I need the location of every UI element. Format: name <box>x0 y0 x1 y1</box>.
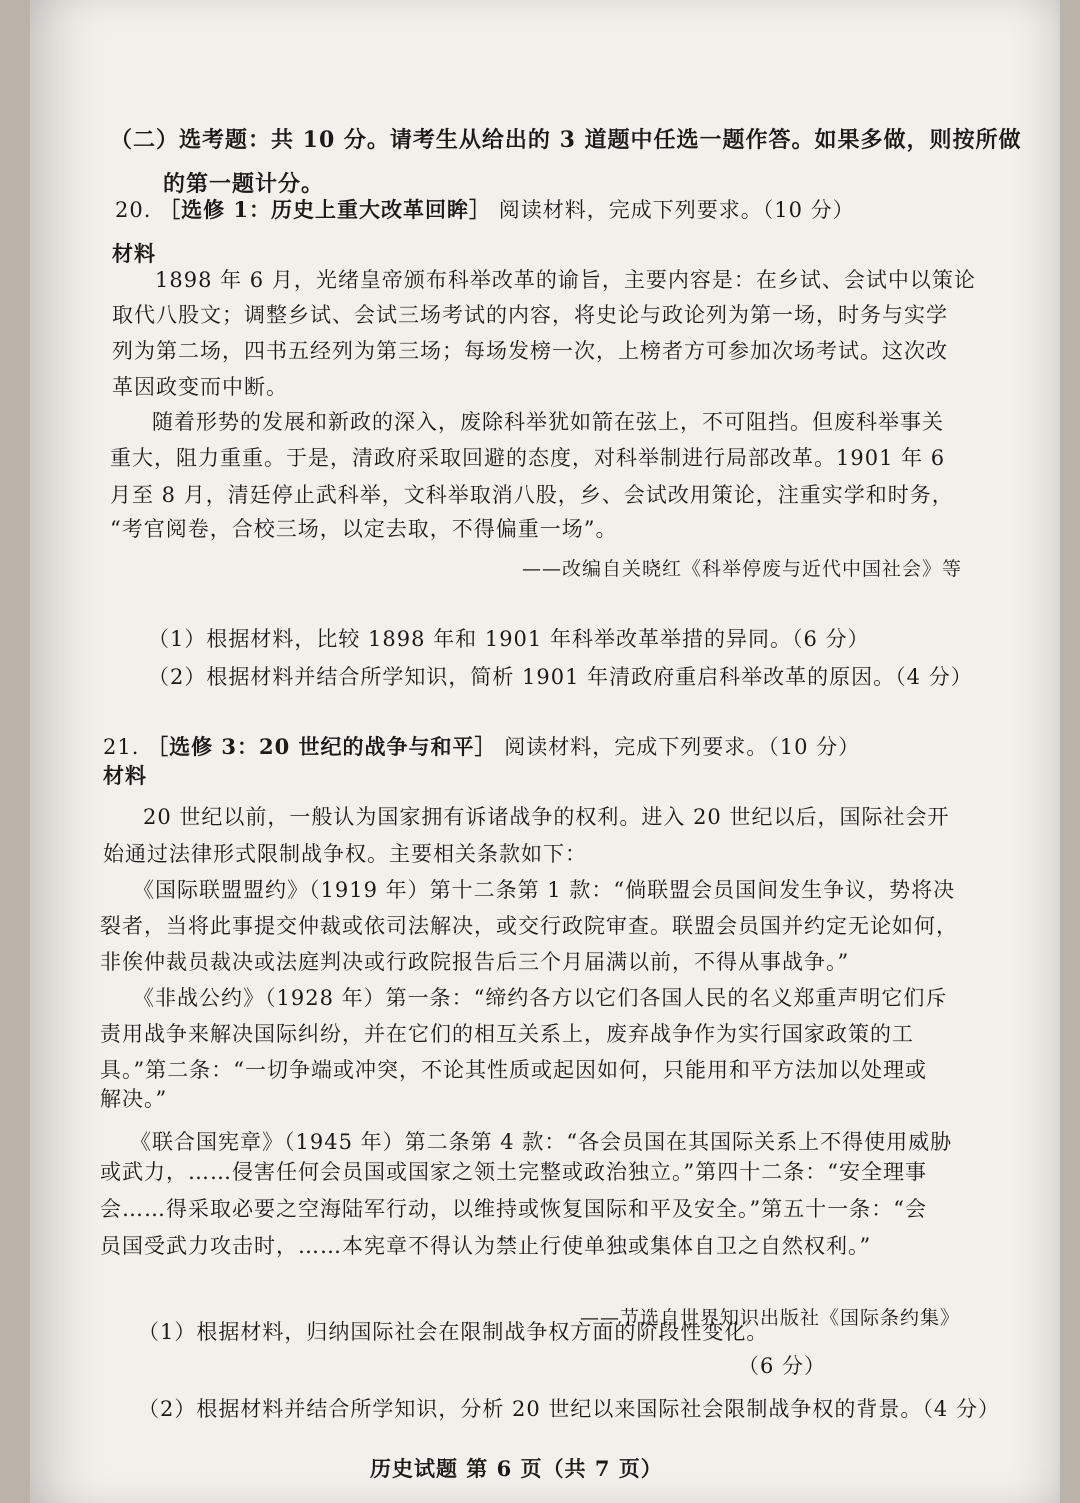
q21-line: 解决。” <box>100 1087 168 1111</box>
q20-line: “考官阅卷，合校三场，以定去取，不得偏重一场”。 <box>110 517 618 541</box>
section-intro-line1: （二）选考题：共 10 分。请考生从给出的 3 道题中任选一题作答。如果多做，则按所做 <box>110 127 1022 153</box>
q21-line: 会……得采取必要之空海陆军行动，以维持或恢复国际和平及安全。”第五十一条：“会 <box>100 1197 927 1221</box>
q20-title <box>115 196 855 224</box>
q21-line: 始通过法律形式限制战争权。主要相关条款如下： <box>103 842 587 866</box>
q20-instruction: 阅读材料，完成下列要求。（10 分） <box>498 198 855 222</box>
q20-line: 列为第二场，四书五经列为第三场；每场发榜一次，上榜者方可参加次场考试。这次改 <box>112 339 948 363</box>
q21-line: 《联合国宪章》（1945 年）第二条第 4 款：“各会员国在其国际关系上不得使用威胁 <box>130 1130 953 1154</box>
q21-line: 或武力，……侵害任何会员国或国家之领土完整或政治独立。”第四十二条：“安全理事 <box>100 1160 927 1184</box>
q21-source: ——节选自世界知识出版社《国际条约集》 <box>580 1307 961 1329</box>
q21-instruction: 阅读材料，完成下列要求。（10 分） <box>504 735 861 759</box>
q20-line: 月至 8 月，清廷停止武科举，文科举取消八股，乡、会试改用策论，注重实学和时务， <box>110 483 954 507</box>
q21-subquestion-1-text: （1）根据材料，归纳国际社会在限制战争权方面的阶段性变化。 <box>138 1320 769 1344</box>
q21-number: 21. <box>103 735 140 759</box>
q20-line: 取代八股文；调整乡试、会试三场考试的内容，将史论与政论列为第一场，时务与实学 <box>112 303 948 327</box>
q21-line: 《非战公约》（1928 年）第一条：“缔约各方以它们各国人民的名义郑重声明它们斥 <box>133 986 948 1010</box>
q20-line: 随着形势的发展和新政的深入，废除科举犹如箭在弦上，不可阻挡。但废科举事关 <box>152 410 944 434</box>
q21-subquestion-1-score-line <box>138 1352 1054 1380</box>
q21-title <box>103 733 860 761</box>
q21-subquestion-1 <box>138 1318 768 1346</box>
q21-line: 《国际联盟盟约》（1919 年）第十二条第 1 款：“倘联盟会员国间发生争议，势将决 <box>133 878 956 902</box>
q21-line: 非俟仲裁员裁决或法庭判决或行政院报告后三个月届满以前，不得从事战争。” <box>100 950 850 974</box>
q21-material-label: 材料 <box>103 763 147 788</box>
q20-line: 1898 年 6 月，光绪皇帝颁布科举改革的谕旨，主要内容是：在乡试、会试中以策论 <box>155 268 976 292</box>
q21-subquestion-1-score: （6 分） <box>738 1354 827 1378</box>
q20-source: ——改编自关晓红《科举停废与近代中国社会》等 <box>522 558 963 580</box>
q20-module: ［选修 1：历史上重大改革回眸］ <box>159 197 492 222</box>
q20-number: 20. <box>115 198 152 222</box>
q20-line: 重大，阻力重重。于是，清政府采取回避的态度，对科举制进行局部改革。1901 年 6 <box>110 446 946 470</box>
q20-subquestion-2: （2）根据材料并结合所学知识，简析 1901 年清政府重启科举改革的原因。（4 分） <box>148 665 973 689</box>
q20-material-label: 材料 <box>112 241 156 266</box>
q20-line: 革因政变而中断。 <box>112 375 288 399</box>
q21-line: 责用战争来解决国际纠纷，并在它们的相互关系上，废弃战争作为实行国家政策的工 <box>100 1022 914 1046</box>
q20-subquestion-1: （1）根据材料，比较 1898 年和 1901 年科举改革举措的异同。（6 分） <box>148 627 870 651</box>
q21-line: 具。”第二条：“一切争端或冲突，不论其性质或起因如何，只能用和平方法加以处理或 <box>100 1058 927 1082</box>
section-intro-line2: 的第一题计分。 <box>163 171 325 197</box>
q21-subquestion-2: （2）根据材料并结合所学知识，分析 20 世纪以来国际社会限制战争权的背景。（4 分） <box>138 1397 1000 1421</box>
q21-line: 20 世纪以前，一般认为国家拥有诉诸战争的权利。进入 20 世纪以后，国际社会开 <box>143 805 950 829</box>
q21-line: 员国受武力攻击时，……本宪章不得认为禁止行使单独或集体自卫之自然权利。” <box>100 1234 872 1258</box>
q21-line: 裂者，当将此事提交仲裁或依司法解决，或交行政院审查。联盟会员国并约定无论如何， <box>100 914 958 938</box>
page-footer: 历史试题 第 6 页（共 7 页） <box>370 1456 663 1481</box>
q21-module: ［选修 3：20 世纪的战争与和平］ <box>147 734 497 759</box>
